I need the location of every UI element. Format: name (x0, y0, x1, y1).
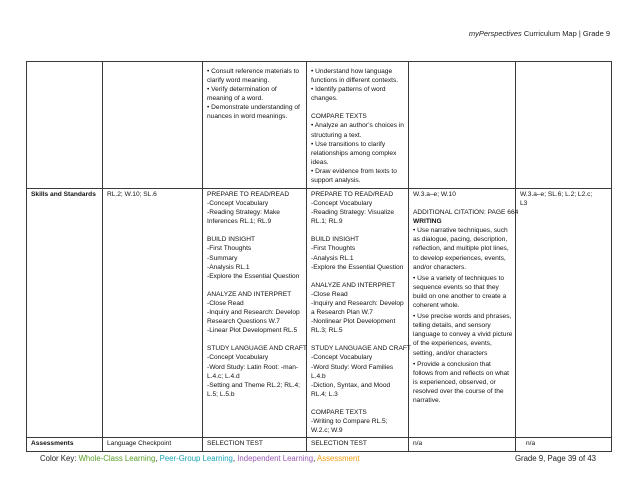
cell-line: Inferences RL.1; RL.9 (207, 218, 272, 226)
bullet-line: reflection, and multiple plot lines, (413, 245, 509, 253)
cell-line: ANALYZE AND INTERPRET (311, 281, 396, 289)
cell-line: -Analysis RL.1 (311, 254, 354, 262)
cell-line: -Word Study: Word Families (311, 363, 394, 371)
cell-line (207, 226, 302, 235)
bullet-line: setting, and/or characters (413, 349, 488, 357)
cell-line: relationships among complex (311, 149, 397, 157)
cell-line: RL.3; RL.5 (311, 327, 343, 335)
cell-line: -Diction, Syntax, and Mood (311, 381, 391, 389)
bullet-line: sequence events so that they (413, 283, 499, 291)
cell-line: • Identify patterns of word (311, 86, 386, 94)
cell-line: L3 (520, 200, 528, 208)
bullet-line: • Use a variety of techniques to (413, 274, 505, 282)
cell-line: functions in different contexts. (311, 77, 399, 85)
row-label (27, 189, 103, 438)
cell-line: meaning of a word. (207, 95, 264, 103)
bullet-item (413, 274, 511, 310)
table-cell (203, 62, 307, 189)
cell-line: -Writing to Compare RL.5; (311, 417, 388, 425)
cell-text: SELECTION TEST (207, 440, 263, 448)
bullet-item (413, 360, 511, 405)
cell-line: a Research Plan W.7 (311, 309, 373, 317)
row-label-text: Skills and Standards (31, 191, 96, 198)
table-row (27, 189, 612, 438)
cell-line: ideas. (311, 158, 329, 166)
cell-line: -Inquiry and Research: Develop (207, 309, 300, 317)
table-cell (516, 189, 612, 438)
key-independent: Independent Learning (237, 454, 314, 463)
header-text: Curriculum Map | Grade 9 (521, 29, 610, 38)
bullet-line: • Use precise words and phrases, (413, 313, 512, 321)
cell-line: L.5; L.5.b (207, 390, 235, 398)
cell-line: -First Thoughts (207, 245, 252, 253)
row-label (27, 438, 103, 452)
key-separator: , (313, 454, 318, 463)
bullet-line: language to convey a vivid picture (413, 331, 513, 339)
bullet-line: as dialogue, pacing, description, (413, 236, 508, 244)
table-cell (409, 62, 516, 189)
cell-text: Language Checkpoint (107, 440, 172, 448)
cell-line (311, 272, 404, 281)
bullet-line: follows from and reflects on what (413, 369, 510, 377)
standards-text: RL.2; W.10; SL.6 (107, 191, 157, 198)
bullet-line: narrative. (413, 396, 441, 404)
cell-line: L.4.c; L.4.d (207, 372, 240, 380)
cell-line: • Use transitions to clarify (311, 140, 386, 148)
table-cell (103, 438, 203, 452)
cell-line: -Reading Strategy: Make (207, 209, 280, 217)
cell-line: changes. (311, 95, 338, 103)
cell-line: -Concept Vocabulary (311, 354, 373, 362)
table-cell (516, 62, 612, 189)
bullet-item (413, 226, 511, 271)
cell-line: -Concept Vocabulary (207, 354, 269, 362)
table-row (27, 62, 612, 189)
cell-line: • Consult reference materials to (207, 68, 300, 75)
cell-line: -Explore the Essential Question (311, 263, 404, 271)
bullet-line: build on one another to create a (413, 292, 507, 300)
cell-line: -Concept Vocabulary (311, 200, 373, 208)
cell-line: BUILD INSIGHT (207, 236, 255, 244)
bullet-line: telling details, and sensory (413, 322, 491, 330)
page-number: Grade 9, Page 39 of 43 (514, 454, 596, 463)
cell-line: structuring a text. (311, 131, 362, 139)
color-key (40, 454, 359, 463)
cell-line: Research Questions W.7 (207, 318, 280, 326)
cell-text: n/a (413, 440, 423, 448)
bullet-line: • Use narrative techniques, such (413, 227, 508, 235)
cell-line: -Inquiry and Research: Develop (311, 299, 404, 307)
bullet-line: and/or characters. (413, 263, 467, 271)
table-cell (103, 62, 203, 189)
table-cell (516, 438, 612, 452)
table-cell (409, 189, 519, 438)
bullet-line: is experienced, observed, or (413, 378, 496, 386)
table-cell (307, 189, 409, 438)
cell-line: • Analyze an author’s choices in (311, 122, 404, 130)
bullet-line: coherent whole. (413, 302, 460, 310)
cell-line: L.4.b (311, 372, 326, 380)
key-assessment: Assessment (317, 454, 360, 463)
table-cell (307, 438, 409, 452)
cell-line: W.3.a–e; SL.6; L.2; L2.c; (520, 191, 593, 198)
cell-text: SELECTION TEST (311, 440, 367, 448)
bullet-line: • Provide a conclusion that (413, 360, 491, 368)
cell-line: ANALYZE AND INTERPRET (207, 290, 292, 298)
bullet-line: resolved over the course of the (413, 387, 504, 395)
cell-line: -Summary (207, 254, 238, 262)
cell-line: -Explore the Essential Question (207, 272, 300, 280)
table-cell (307, 62, 409, 189)
page-header (469, 29, 610, 38)
cell-line: COMPARE TEXTS (311, 408, 367, 416)
writing-heading: WRITING (413, 218, 442, 226)
cell-line (207, 335, 302, 344)
cell-line: -First Thoughts (311, 245, 356, 253)
cell-line: -Setting and Theme RL.2; RL.4; (207, 381, 300, 389)
cell-line (311, 335, 404, 344)
cell-line: -Word Study: Latin Root: -man- (207, 363, 299, 371)
cell-line: W.3.a–e; W.10 (413, 191, 456, 198)
bullet-line: of the experiences, events, (413, 340, 492, 348)
color-key-label: Color Key: (40, 454, 79, 463)
cell-line: nuances in word meanings. (207, 113, 288, 121)
bullet-line: to develop experiences, events, (413, 254, 506, 262)
cell-line: -Nonlinear Plot Development (311, 318, 396, 326)
key-separator: , (155, 454, 160, 463)
cell-line: • Draw evidence from texts to (311, 167, 397, 175)
cell-line: RL.4; L.3 (311, 390, 338, 398)
cell-line: -Close Read (207, 299, 244, 307)
table-cell (27, 62, 103, 189)
brand-name: myPerspectives (468, 29, 522, 38)
key-whole-class: Whole-Class Learning (78, 454, 156, 463)
cell-line: STUDY LANGUAGE AND CRAFT (311, 345, 411, 353)
cell-line: PREPARE TO READ/READ (207, 191, 290, 198)
row-label-text: Assessments (31, 440, 74, 448)
cell-line: ADDITIONAL CITATION: PAGE 664 (413, 209, 519, 217)
table-cell (409, 438, 516, 452)
table-cell (203, 189, 307, 438)
cell-line: COMPARE TEXTS (311, 113, 367, 121)
cell-line: -Linear Plot Development RL.5 (207, 327, 298, 335)
cell-line: • Demonstrate understanding of (207, 104, 300, 112)
cell-line (413, 199, 511, 208)
cell-line: clarify word meaning. (207, 77, 270, 85)
curriculum-table (26, 61, 612, 452)
cell-line: • Verify determination of (207, 86, 277, 94)
cell-line (207, 281, 302, 290)
key-separator: , (232, 454, 238, 463)
cell-line: RL.1; RL.9 (311, 218, 343, 226)
cell-line: -Analysis RL.1 (207, 263, 250, 271)
table-cell (203, 438, 307, 452)
cell-line (311, 226, 404, 235)
cell-line: STUDY LANGUAGE AND CRAFT (207, 345, 307, 353)
cell-line: support analysis. (311, 177, 361, 185)
cell-line (311, 103, 404, 112)
cell-line: PREPARE TO READ/READ (311, 191, 394, 198)
table-row (27, 438, 612, 452)
cell-line: • Understand how language (311, 68, 393, 75)
cell-line: W.2.c; W.9 (311, 427, 343, 435)
cell-line: -Close Read (311, 290, 348, 298)
cell-text: n/a (526, 440, 536, 448)
key-peer-group: Peer-Group Learning (159, 454, 233, 463)
table-cell (103, 189, 203, 438)
cell-line: -Reading Strategy: Visualize (311, 209, 395, 217)
cell-line: BUILD INSIGHT (311, 236, 359, 244)
bullet-item (413, 312, 511, 357)
cell-line: -Concept Vocabulary (207, 200, 269, 208)
cell-line (311, 399, 404, 408)
